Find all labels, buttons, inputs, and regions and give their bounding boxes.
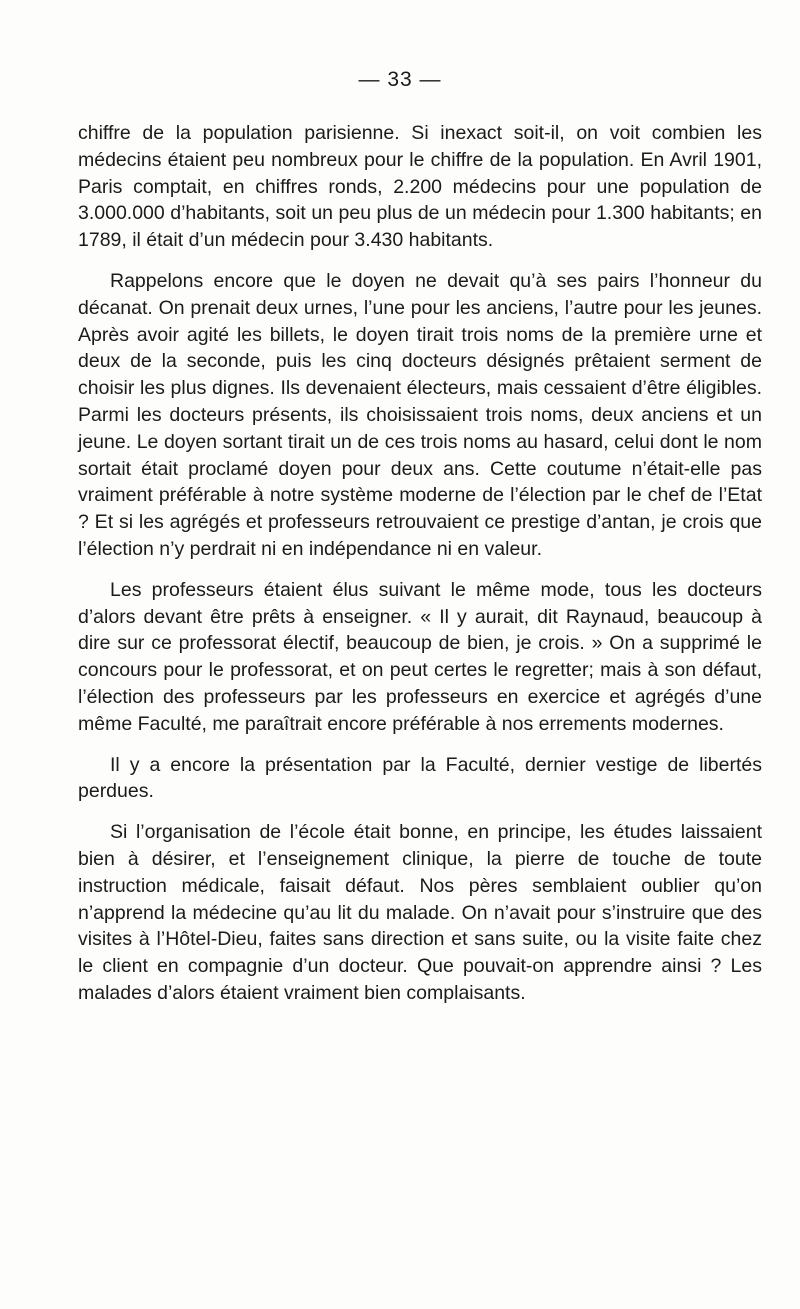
paragraph-2: Rappelons encore que le doyen ne devait qu’à ses pairs l’honneur du décanat. On prenait deux urnes, l’une pour les anciens, l’autre pour les jeunes. Après avoir agité les billets, le doyen tirait trois noms de la première urne et deux de la seconde, puis les cinq docteurs désignés prêtaient serment de choisir les plus dignes. Ils devenaient électeurs, mais cessaient d’être éligibles. Parmi les docteurs présents, ils choisissaient trois noms, deux anciens et un jeune. Le doyen sortant tirait un de ces trois noms au hasard, celui dont le nom sortait était proclamé doyen pour deux ans. Cette coutume n’était-elle pas vraiment préférable à notre système moderne de l’élection par le chef de l’Etat ? Et si les agrégés et professeurs retrouvaient ce prestige d’antan, je crois que l’élection n’y perdrait ni en indépendance ni en valeur. <box>78 269 762 560</box>
page-number: — 33 — <box>358 68 442 91</box>
paragraph-5: Si l’organisation de l’école était bonne, en principe, les études laissaient bien à désirer, et l’enseignement clinique, la pierre de touche de toute instruction médicale, faisait défaut. Nos pères semblaient oublier qu’on n’apprend la médecine qu’au lit du malade. On n’avait pour s’instruire que des visites à l’Hôtel-Dieu, faites sans direction et sans suite, ou la visite faite chez le client en compagnie d’un docteur. Que pouvait-on apprendre ainsi ? Les malades d’alors étaient vraiment bien complaisants. <box>78 821 762 1004</box>
paragraph-1: chiffre de la population parisienne. Si inexact soit-il, on voit combien les médecins étaient peu nombreux pour le chiffre de la population. En Avril 1901, Paris comptait, en chiffres ronds, 2.200 médecins pour une population de 3.000.000 d’habitants, soit un peu plus de un médecin pour 1.300 habitants; en 1789, il était d’un médecin pour 3.430 habitants. <box>78 122 762 252</box>
paragraph-3: Les professeurs étaient élus suivant le même mode, tous les docteurs d’alors devant être prêts à enseigner. « Il y aurait, dit Raynaud, beaucoup à dire sur ce professorat électif, beaucoup de bien, je crois. » On a supprimé le concours pour le professorat, et on peut certes le regretter; mais à son défaut, l’élection des professeurs par les professeurs en exercice et agrégés d’une même Faculté, me paraîtrait encore préférable à nos errements modernes. <box>78 578 762 735</box>
body-text <box>78 120 762 1021</box>
paragraph-4: Il y a encore la présentation par la Faculté, dernier vestige de libertés perdues. <box>78 753 762 803</box>
